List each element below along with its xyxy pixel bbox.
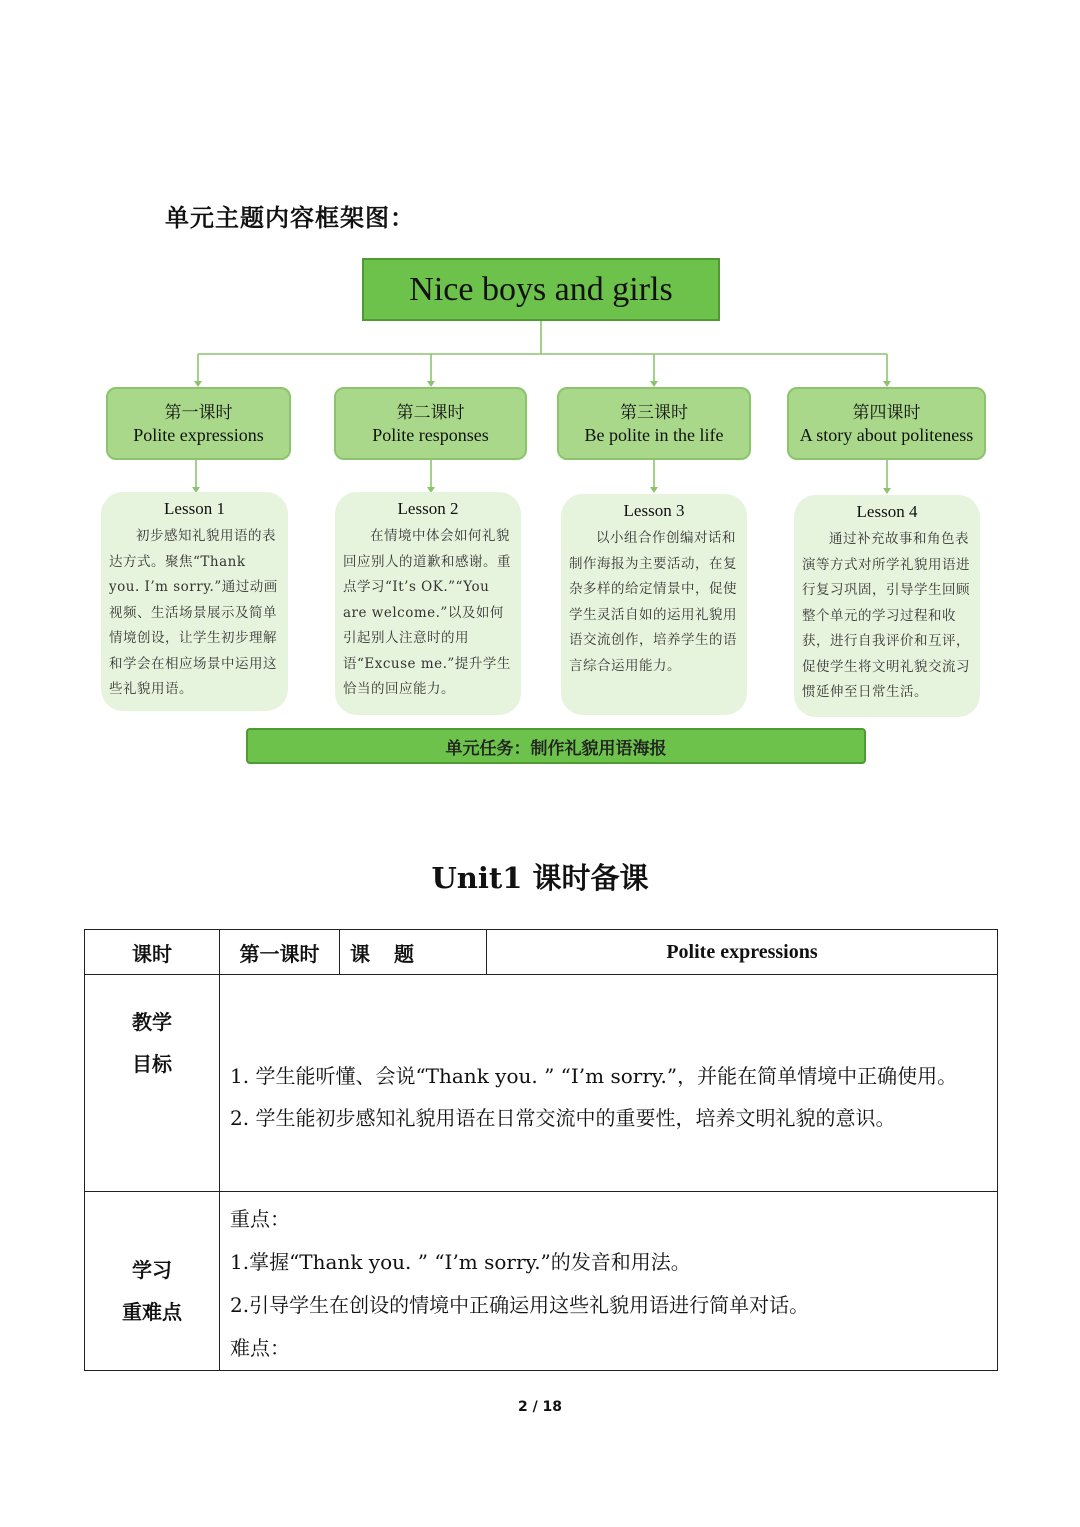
key-point-1: 1.掌握“Thank you. ” “I’m sorry.”的发音和用法。 [230,1250,691,1274]
lesson-detail-1 [101,492,288,711]
lesson-detail-2-title: Lesson 2 [397,499,459,518]
diagram-root: Nice boys and girls [362,258,720,321]
lesson-detail-4-title: Lesson 4 [856,502,918,521]
key-points-heading: 重点： [230,1207,290,1231]
goals-label-line-1: 教学 [132,1010,172,1034]
lesson-box-1-en: Polite expressions [133,424,264,445]
lesson-box-1 [106,387,291,460]
table-row-difficulty [85,1192,998,1371]
lesson-detail-1-title: Lesson 1 [164,499,225,518]
key-point-2: 2.引导学生在创设的情境中正确运用这些礼貌用语进行简单对话。 [230,1293,810,1317]
lesson-box-2-cn: 第二课时 [396,402,465,423]
table-row-header [85,930,998,975]
difficulty-content [220,1192,998,1371]
unit-title: Unit1 课时备课 [431,861,649,895]
lesson-box-4 [787,387,986,460]
page-number: 2 / 18 [517,1399,563,1415]
goals-label [85,975,220,1192]
lesson-detail-1-text: 初步感知礼貌用语的表达方式。聚焦“Thank you. I’m sorry.”通过动画视频、生活场景展示及简单情境创设，让学生初步理解和学会在相应场景中运用这些礼貌用语。 [109,528,278,697]
lesson-box-3-en: Be polite in the life [584,424,724,445]
lesson-detail-3-title: Lesson 3 [623,501,685,520]
lesson-detail-3-text: 以小组合作创编对话和制作海报为主要活动，在复杂多样的给定情景中，促使学生灵活自如的运用礼貌用语交流创作，培养学生的语言综合运用能力。 [569,530,737,674]
lesson-box-3 [557,387,751,460]
difficulty-label [85,1192,220,1371]
lesson-detail-4 [794,495,980,717]
unit-task-bar: 单元任务：制作礼貌用语海报 [246,728,866,764]
difficulty-label-line-2: 重难点 [122,1300,182,1324]
lesson-detail-2-text: 在情境中体会如何礼貌回应别人的道歉和感谢。重点学习“It’s OK.”“You are welcome.”以及如何引起别人注意时的用语“Excuse me.”提升学生恰当的回应能力。 [343,528,511,697]
goal-item-1: 1. 学生能听懂、会说“Thank you. ” “I’m sorry.”，并能在简单情境中正确使用。 [230,1064,958,1088]
lesson-box-4-cn: 第四课时 [852,402,921,423]
lesson-plan-table [84,929,998,1371]
lesson-value: 第一课时 [220,930,340,975]
goal-item-2: 2. 学生能初步感知礼貌用语在日常交流中的重要性，培养文明礼貌的意识。 [230,1106,896,1130]
difficult-points-heading: 难点： [230,1336,290,1360]
lesson-box-3-cn: 第三课时 [620,402,688,423]
label-lesson: 课时 [85,930,220,975]
lesson-box-2 [334,387,527,460]
label-topic: 课 题 [340,930,487,975]
lesson-detail-2 [335,492,521,715]
difficulty-label-line-1: 学习 [132,1258,172,1282]
table-row-goals [85,975,998,1192]
section-heading: 单元主题内容框架图： [165,203,415,232]
goals-content [220,975,998,1192]
lesson-box-2-en: Polite responses [372,424,489,445]
lesson-detail-3 [561,494,747,715]
topic-value: Polite expressions [487,930,998,975]
lesson-box-4-en: A story about politeness [799,424,974,445]
arrowhead-7 [650,487,658,493]
lesson-box-1-cn: 第一课时 [164,402,233,423]
arrowhead-8 [883,488,891,494]
goals-label-line-2: 目标 [132,1052,172,1076]
lesson-detail-4-text: 通过补充故事和角色表演等方式对所学礼貌用语进行复习巩固，引导学生回顾整个单元的学习过程和收获，进行自我评价和互评，促使学生将文明礼貌交流习惯延伸至日常生活。 [802,531,970,700]
